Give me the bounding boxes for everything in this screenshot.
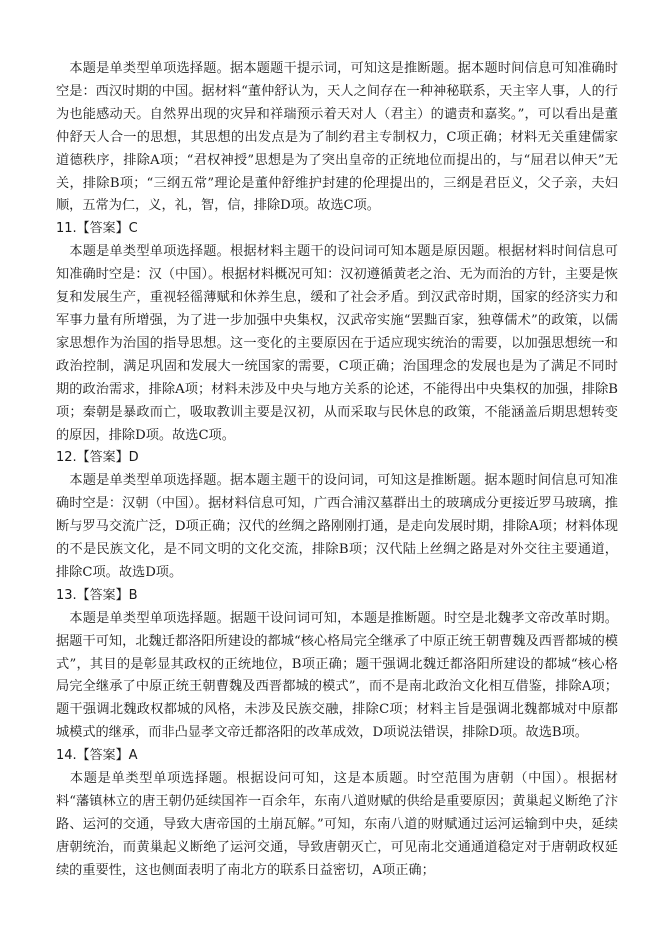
explanation-11-paragraph: 本题是单类型单项选择题。根据材料主题干的设问词可知本题是原因题。根据材料时间信息可知准确时空是：汉（中国）。根据材料概况可知：汉初遵循黄老之治、无为而治的方针，主要是恢复和发展生产，重视轻徭薄赋和休养生息，缓和了社会矛盾。到汉武帝时期，国家的经济实力和军事力量有所增强，为了进一步加强中央集权，汉武帝实施“罢黜百家，独尊儒术”的政策，以儒家思想作为治国的指导思想。这一变化的主要原因在于适应现实统治的需要，以加强思想统一和政治控制，满足巩固和发展大一统国家的需要，C项正确；治国理念的发展也是为了满足不同时期的政治需求，排除A项；材料未涉及中央与地方关系的论述，不能得出中央集权的加强，排除B项；秦朝是暴政而亡，吸取教训主要是汉初，从而采取与民休息的政策，不能涵盖后期思想转变的原因，排除D项。故选C项。 — [56, 244, 618, 443]
answer-11-heading: 11.【答案】C — [56, 221, 138, 237]
answer-12-heading: 12.【答案】D — [56, 450, 139, 466]
explanation-14-paragraph: 本题是单类型单项选择题。根据设问可知，这是本质题。时空范围为唐朝（中国）。根据材料“藩镇林立的唐王朝仍延续国祚一百余年，东南八道财赋的供给是重要原因；黄巢起义断绝了汴路、运河的交通，导致大唐帝国的土崩瓦解。”可知，东南八道的财赋通过运河运输到中央，延续唐朝统治，而黄巢起义断绝了运河交通，导致唐朝灭亡，可见南北交通通道稳定对于唐朝政权延续的重要性，这也侧面表明了南北方的联系日益密切，A项正确； — [56, 771, 618, 878]
explanation-10-paragraph: 本题是单类型单项选择题。据本题题干提示词，可知这是推断题。据本题时间信息可知准确时空是：西汉时期的中国。据材料“董仲舒认为，天人之间存在一种神秘联系，天主宰人事，人的行为也能感动天。自然界出现的灾异和祥瑞预示着天对人（君主）的谴责和嘉奖。”，可以看出是董仲舒天人合一的思想，其思想的出发点是为了制约君主专制权力，C项正确；材料无关重建儒家道德秩序，排除A项；“君权神授”思想是为了突出皇帝的正统地位而提出的，与“屈君以伸天”无关，排除B项；“三纲五常”理论是董仲舒维护封建的伦理提出的，三纲是君臣义，父子亲，夫妇顺，五常为仁，义，礼，智，信，排除D项。故选C项。 — [56, 61, 618, 214]
explanation-12-paragraph: 本题是单类型单项选择题。据本题主题干的设问词，可知这是推断题。据本题时间信息可知准确时空是：汉朝（中国）。据材料信息可知，广西合浦汉墓群出土的玻璃成分更接近罗马玻璃，推断与罗马交流广泛，D项正确；汉代的丝绸之路刚刚打通，是走向发展时期，排除A项；材料体现的不是民族文化，是不同文明的文化交流，排除B项；汉代陆上丝绸之路是对外交往主要通道，排除C项。故选D项。 — [56, 473, 618, 580]
document-page — [56, 58, 618, 883]
answer-13-heading: 13.【答案】B — [56, 587, 138, 603]
explanation-13-paragraph: 本题是单类型单项选择题。据题干设问词可知，本题是推断题。时空是北魏孝文帝改革时期。据题干可知，北魏迁都洛阳所建设的都城“核心格局完全继承了中原正统王朝曹魏及西晋都城的模式”，其目的是彰显其政权的正统地位，B项正确；题干强调北魏迁都洛阳所建设的都城“核心格局完全继承了中原正统王朝曹魏及西晋都城的模式”，而不是南北政治文化相互借鉴，排除A项；题干强调北魏政权都城的风格，未涉及民族交融，排除C项；材料主旨是强调北魏都城对中原都城模式的继承，而非凸显孝文帝迁都洛阳的改革成效，D项说法错误，排除D项。故选B项。 — [56, 610, 618, 741]
answer-14-heading: 14.【答案】A — [56, 748, 138, 764]
